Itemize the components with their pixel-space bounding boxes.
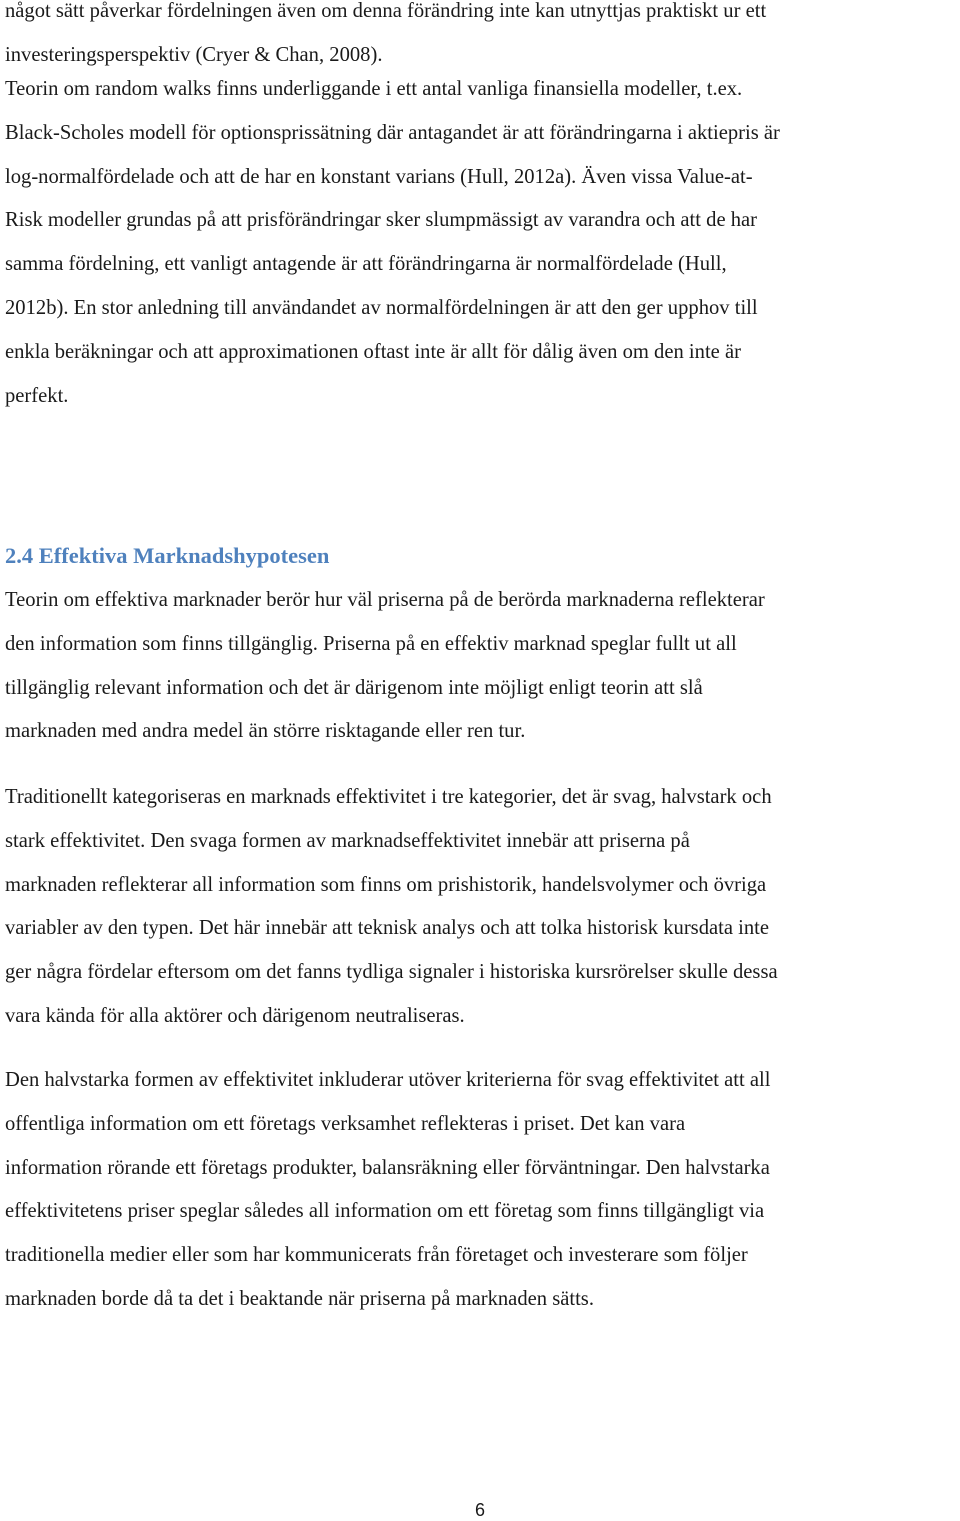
text-line: investeringsperspektiv (Cryer & Chan, 2008).	[5, 43, 383, 66]
text-line: Teorin om random walks finns underliggande i ett antal vanliga finansiella modeller, t.ex.	[5, 78, 743, 100]
text-line: ger några fördelar eftersom om det fanns tydliga signaler i historiska kursrörelser skulle dessa	[5, 961, 778, 984]
text-line: perfekt.	[5, 384, 69, 407]
text-line: marknaden med andra medel än större risktagande eller ren tur.	[5, 720, 526, 743]
section-heading: 2.4 Effektiva Marknadshypotesen	[5, 543, 330, 568]
page-number: 6	[474, 1500, 485, 1520]
text-line: samma fördelning, ett vanligt antagende är att förändringarna är normalfördelade (Hull,	[5, 253, 727, 276]
paragraph-semi-strong-form	[5, 1059, 770, 1322]
text-line: 2012b). En stor anledning till användandet av normalfördelningen är att den ger upphov till	[5, 296, 758, 319]
text-line: offentliga information om ett företags verksamhet reflekteras i priset. Det kan vara	[5, 1112, 686, 1135]
text-line: Den halvstarka formen av effektivitet inkluderar utöver kriterierna för svag effektivitet att all	[5, 1069, 771, 1091]
text-line: effektivitetens priser speglar således all information om ett företag som finns tillgängligt via	[5, 1200, 765, 1223]
text-line: Black-Scholes modell för optionsprissätning där antagandet är att förändringarna i aktiepris är	[5, 121, 780, 144]
text-line: marknaden borde då ta det i beaktande när priserna på marknaden sätts.	[5, 1287, 594, 1310]
text-line: tillgänglig relevant information och det är därigenom inte möjligt enligt teorin att slå	[5, 676, 703, 699]
text-line: traditionella medier eller som har kommunicerats från företaget och investerare som följer	[5, 1244, 748, 1267]
paragraph-emh-definition	[5, 579, 765, 754]
text-line: Teorin om effektiva marknader berör hur väl priserna på de berörda marknaderna reflekterar	[5, 589, 765, 611]
text-line: variabler av den typen. Det här innebär att teknisk analys och att tolka historisk kursdata inte	[5, 917, 770, 940]
text-line: log-normalfördelade och att de har en konstant varians (Hull, 2012a). Även vissa Value-at-	[5, 165, 753, 188]
text-line: något sätt påverkar fördelningen även om denna förändring inte kan utnyttjas praktiskt ur ett	[5, 0, 767, 22]
paragraph-random-walk-intro	[5, 0, 766, 78]
text-line: den information som finns tillgänglig. Priserna på en effektiv marknad speglar fullt ut all	[5, 632, 737, 655]
text-line: vara kända för alla aktörer och därigenom neutraliseras.	[5, 1004, 465, 1027]
text-line: Risk modeller grundas på att prisförändringar sker slumpmässigt av varandra och att de har	[5, 209, 758, 232]
text-line: Traditionellt kategoriseras en marknads effektivitet i tre kategorier, det är svag, halvstark och	[5, 786, 772, 808]
text-line: stark effektivitet. Den svaga formen av marknadseffektivitet innebär att priserna på	[5, 829, 690, 852]
text-line: marknaden reflekterar all information som finns om prishistorik, handelsvolymer och övriga	[5, 873, 767, 896]
text-line: enkla beräkningar och att approximationen oftast inte är allt för dålig även om den inte är	[5, 340, 741, 363]
paragraph-random-walk-models	[5, 68, 780, 418]
text-line: information rörande ett företags produkter, balansräkning eller förväntningar. Den halvstarka	[5, 1156, 770, 1179]
paragraph-weak-form	[5, 776, 778, 1039]
